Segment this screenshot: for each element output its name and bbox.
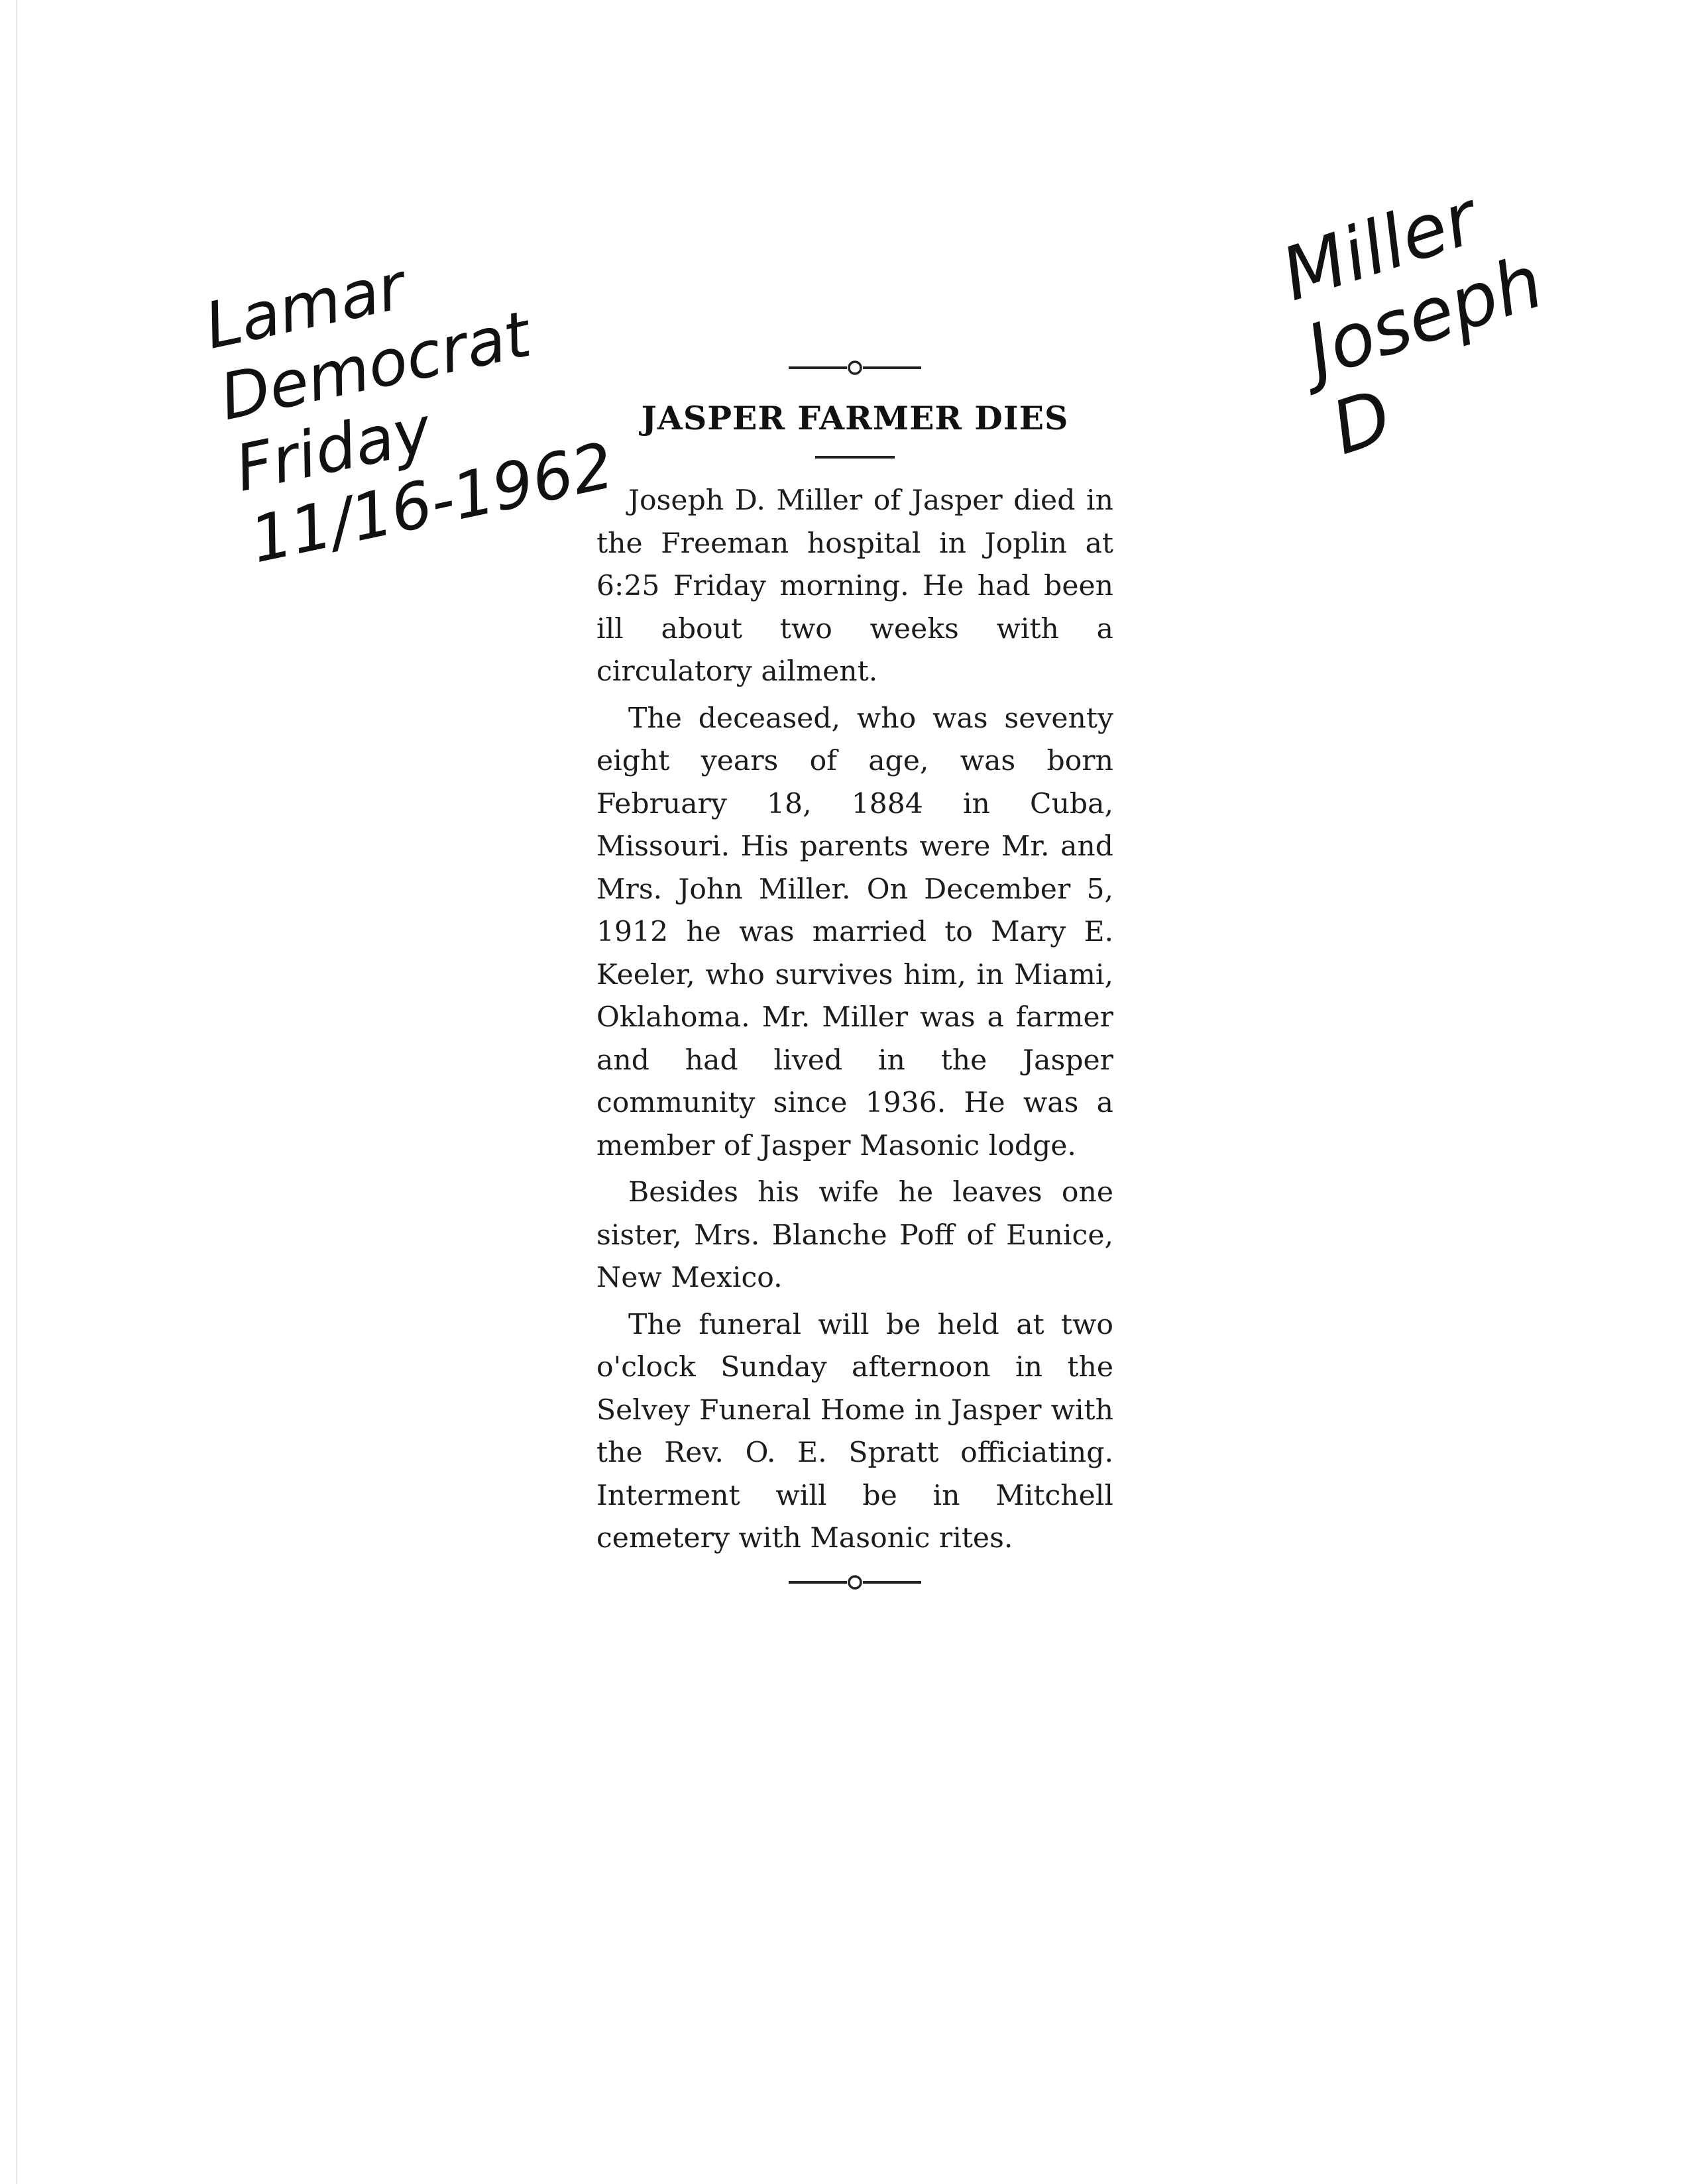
- article-paragraph: Joseph D. Miller of Jasper died in the Freeman hospital in Joplin at 6:25 Friday morning. He had been ill about two weeks with a circulatory ailment.: [596, 484, 1113, 688]
- handwritten-source-note: Lamar Democrat Friday 11/16-1962: [198, 248, 620, 578]
- article-paragraph: Besides his wife he leaves one sister, Mrs. Blanche Poff of Eunice, New Mexico.: [596, 1176, 1113, 1294]
- handwritten-name-note: Miller Joseph D: [1272, 175, 1553, 471]
- newspaper-clipping: [596, 358, 1113, 1592]
- article-paragraph: The funeral will be held at two o'clock Sunday afternoon in the Selvey Funeral Home in Jasper with the Rev. O. E. Spratt officiating. Interment will be in Mitchell cemetery with Masonic rites.: [596, 1308, 1113, 1555]
- bottom-ornament-rule: [789, 1572, 921, 1592]
- headline-rule: [815, 456, 895, 459]
- article-headline: JASPER FARMER DIES: [641, 399, 1069, 437]
- article-paragraph: The deceased, who was seventy eight years of age, was born February 18, 1884 in Cuba, Missouri. His parents were Mr. and Mrs. John Miller. On December 5, 1912 he was married to Mary E. Keeler, who survives him, in Miami, Oklahoma. Mr. Miller was a farmer and had lived in the Jasper community since 1936. He was a member of Jasper Masonic lodge.: [596, 702, 1113, 1162]
- top-ornament-rule: [789, 358, 921, 378]
- page-edge: [16, 0, 17, 2184]
